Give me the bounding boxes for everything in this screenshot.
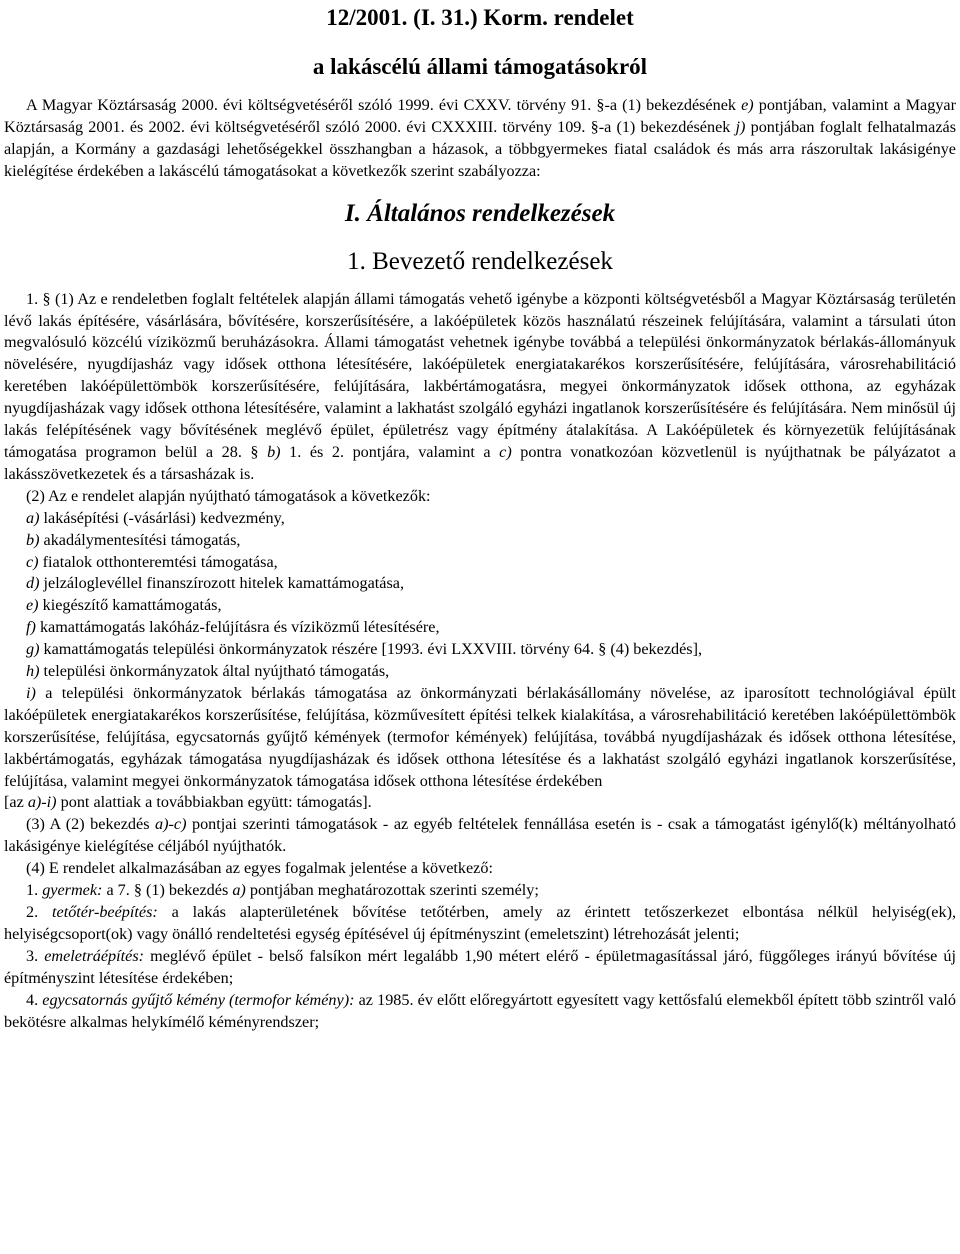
document-title: 12/2001. (I. 31.) Korm. rendelet (326, 5, 634, 30)
section-1-paragraph-1: 1. § (1) Az e rendeletben foglalt feltételek alapján állami támogatás vehető igénybe a központi költségvetésből a Magyar Köztársaság területén lévő lakás építésére, vásárlására, bővítésére, korszerűsítésére, a lakóépületek közös használatú részeinek felújítására, valamint a társulati úton megvalósuló közcélú víziközmű beruházásokra. Állami támogatást vehetnek igénybe továbbá a települési önkormányzatok bérlakás-állományuk növelésére, nyugdíjasház vagy idősek otthona létesítésére, lakóépületek energiatakarékos korszerűsítésére, felújítására, városrehabilitáció keretében lakóépülettömbök korszerűsítésére, felújítására, lakbértámogatásra, megyei önkormányzatok idősek otthona, az egyházak nyugdíjasházak vagy idősek otthona létesítésére, valamint a lakhatást szolgáló egyházi ingatlanok korszerűsítésére és felújítására. Nem minősül új lakás felépítésének vagy bővítésének meglévő épület, épületrész vagy építmény átalakítása. A Lakóépületek és környezetük felújításának támogatása programon belül a 28. § b) 1. és 2. pontjára, valamint a c) pontra vonatkozóan közvetlenül is nyújthatnak be pályázatot a lakásszövetkezetek és a társasházak is. (4, 289, 956, 483)
list-item: i) a települési önkormányzatok bérlakás támogatása az önkormányzati bérlakásállomány növelése, az iparosított technológiával épült lakóépületek energiatakarékos korszerűsítése, felújítása, közművesített építési telkek kialakítása, a városrehabilitáció keretében lakóépülettömbök korszerűsítése, felújítása, egycsatornás gyűjtő kémények (termofor kémények) felújítása, továbbá nyugdíjasházak és idősek otthona létesítése, lakbértámogatás, egyházak támogatása nyugdíjasházak és idősek otthona létesítése és a lakhatást szolgáló egyházi ingatlanok korszerűsítése, felújítása, valamint megyei önkormányzatok támogatása idősek otthona létesítése érdekében (4, 683, 956, 790)
chapter-heading: 1. Bevezető rendelkezések (347, 247, 613, 275)
support-list (4, 508, 956, 815)
section-1-paragraph-3: (3) A (2) bekezdés a)-c) pontjai szerinti támogatások - az egyéb feltételek fennállása esetén is - csak a támogatást igénylő(k) méltányolható lakásigénye kielégítése céljából nyújthatók. (4, 815, 956, 856)
list-item: c) fiatalok otthonteremtési támogatása, (26, 552, 278, 571)
list-item: d) jelzáloglevéllel finanszírozott hitelek kamattámogatása, (26, 574, 405, 593)
definitions-list (4, 880, 956, 1033)
list-item: a) lakásépítési (-vásárlási) kedvezmény, (26, 508, 285, 527)
document-subtitle: a lakáscélú állami támogatásokról (312, 54, 648, 79)
part-heading: I. Általános rendelkezések (344, 199, 616, 227)
list-item: h) települési önkormányzatok által nyújtható támogatás, (26, 662, 390, 681)
preamble: A Magyar Köztársaság 2000. évi költségvetéséről szóló 1999. évi CXXV. törvény 91. §-a (1) bekezdésének e) pontjában, valamint a Magyar Köztársaság 2001. és 2002. évi költségvetéséről szóló 2000. évi CXXXIII. törvény 109. §-a (1) bekezdésének j) pontjában foglalt felhatalmazás alapján, a Kormány a gazdasági lehetőségekkel összhangban a házasok, a többgyermekes fiatal családok és más arra rászorultak lakásigénye kielégítése érdekében a lakáscélú támogatásokat a következők szerint szabályozza: (4, 96, 957, 180)
definition-item: 1. gyermek: a 7. § (1) bekezdés a) pontjában meghatározottak szerinti személy; (26, 881, 539, 900)
definition-item: 4. egycsatornás gyűjtő kémény (termofor kémény): az 1985. év előtt előregyártott egyesített vagy kettősfalú elemekből épített több szintről való bekötésre alkalmas helykímélő kéményrendszer; (4, 990, 956, 1031)
section-1-paragraph-4: (4) E rendelet alkalmazásában az egyes fogalmak jelentése a következő: (26, 859, 493, 878)
definition-item: 3. emeletráépítés: meglévő épület - belső falsíkon mért legalább 1,90 métert elérő - épületmagasítással járó, függőleges irányú bővítése új építményszint létesítése érdekében; (4, 946, 956, 987)
list-item: g) kamattámogatás települési önkormányzatok részére [1993. évi LXXVIII. törvény 64. § (4) bekezdés], (26, 640, 703, 659)
definition-item: 2. tetőtér-beépítés: a lakás alapterületének bővítése tetőtérben, amely az érintett tetőszerkezet elbontása nélkül helyiség(ek), helyiségcsoport(ok) vagy önálló rendeltetési egység építésével új építményszint (emeletszint) létrehozását jelenti; (4, 903, 957, 943)
list-item: b) akadálymentesítési támogatás, (26, 530, 241, 549)
list-item: f) kamattámogatás lakóház-felújításra és víziközmű létesítésére, (26, 618, 440, 637)
section-1-paragraph-2: (2) Az e rendelet alapján nyújtható támogatások a következők: (26, 486, 431, 505)
list-closing: [az a)-i) pont alattiak a továbbiakban együtt: támogatás]. (4, 793, 372, 812)
list-item: e) kiegészítő kamattámogatás, (26, 596, 222, 615)
